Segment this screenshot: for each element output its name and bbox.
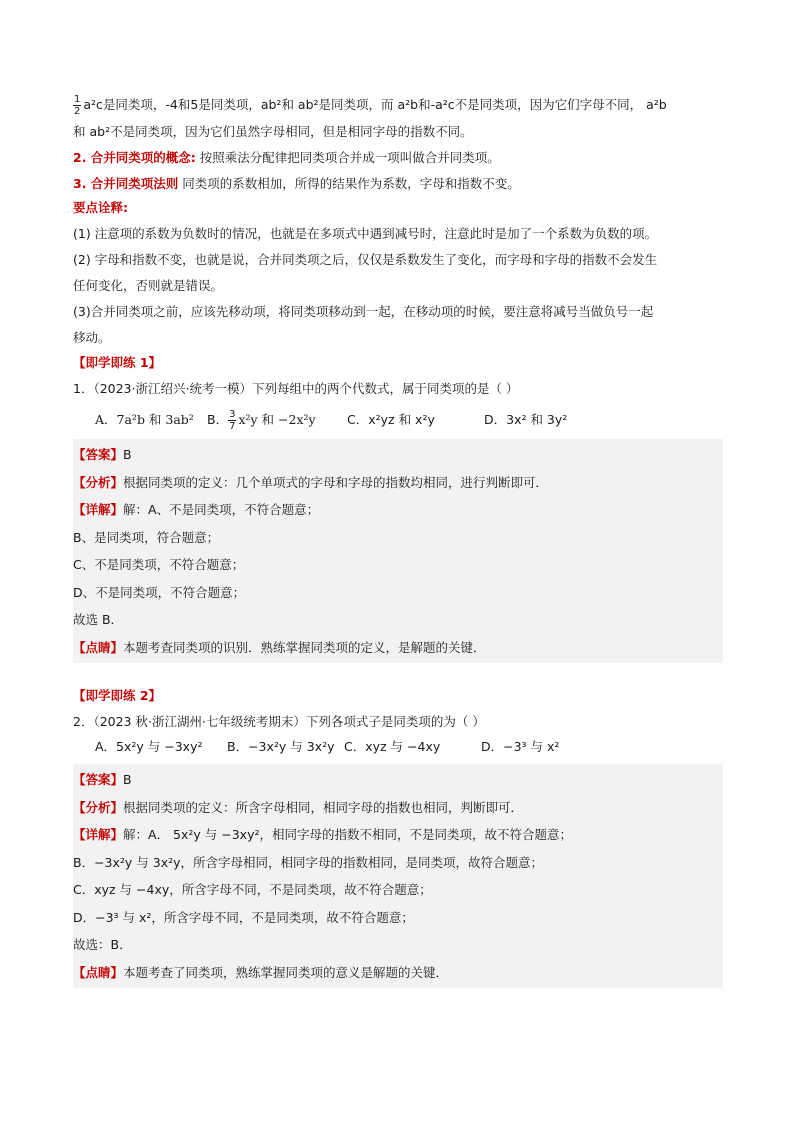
key-point-3b: 移动。 bbox=[73, 330, 111, 345]
fraction-three-sevenths: $\frac{3}{7}$ bbox=[229, 409, 236, 432]
option-a: A．7a²b 和 3ab² bbox=[95, 412, 194, 427]
like-terms-example-line-1: $\frac{1}{2}$ a²c是同类项，-4和5是同类项，ab²和 ab²是同类项，而 a²b和-a²c不是同类项，因为它们字母不同， a²b bbox=[74, 94, 667, 117]
answer-line: 【答案】B bbox=[73, 447, 132, 462]
detail-line: 【详解】解：A、不是同类项，不符合题意； bbox=[73, 502, 320, 517]
conclusion: 故选：B． bbox=[73, 937, 132, 952]
key-point-2a: (2) 字母和指数不变，也就是说，合并同类项之后，仅仅是系数发生了变化，而字母和字母的指数不会发生 bbox=[73, 252, 658, 267]
detail-d: D、不是同类项，不符合题意； bbox=[73, 584, 246, 600]
fraction-one-half: $\frac{1}{2}$ bbox=[74, 94, 81, 117]
exercise-1-options bbox=[73, 407, 723, 433]
analysis-line: 【分析】根据同类项的定义：几个单项式的字母和字母的指数均相同，进行判断即可． bbox=[73, 474, 549, 490]
option-c: C．xyz 与 −4xy bbox=[344, 739, 441, 754]
exercise-2-options bbox=[73, 734, 723, 760]
combine-rule-paragraph: 3. 合并同类项法则 同类项的系数相加，所得的结果作为系数，字母和指数不变。 bbox=[73, 176, 520, 191]
document-page bbox=[73, 92, 723, 988]
option-d: D．−3³ 与 x² bbox=[481, 739, 560, 754]
detail-b: B．−3x²y 与 3x²y，所含字母相同，相同字母的指数相同，是同类项，故符合题意； bbox=[73, 854, 544, 870]
option-b: B．−3x²y 与 3x²y bbox=[227, 739, 335, 754]
detail-b: B、是同类项，符合题意； bbox=[73, 529, 220, 545]
exercise-2-solution bbox=[73, 764, 723, 988]
detail-line: 【详解】解：A． 5x²y 与 −3xy²，相同字母的指数不相同，不是同类项，故不符合题意； bbox=[73, 827, 572, 842]
exercise-2-stem: 2．（2023 秋·浙江湖州·七年级统考期末）下列各项式子是同类项的为（ ） bbox=[73, 714, 485, 729]
detail-c: C．xyz 与 −4xy，所含字母不同，不是同类项，故不符合题意； bbox=[73, 882, 432, 897]
like-terms-example-line-2: 和 ab²不是同类项，因为它们虽然字母相同，但是相同字母的指数不同。 bbox=[73, 124, 473, 139]
key-point-2b: 任何变化，否则就是错误。 bbox=[73, 278, 224, 293]
combine-concept-paragraph: 2. 合并同类项的概念: 按照乘法分配律把同类项合并成一项叫做合并同类项。 bbox=[73, 150, 500, 165]
key-point-3a: (3)合并同类项之前，应该先移动项，将同类项移动到一起，在移动项的时候，要注意将减号当做负号一起 bbox=[73, 304, 654, 319]
answer-line: 【答案】B bbox=[73, 772, 132, 787]
exercise-1-tag: 【即学即练 1】 bbox=[73, 355, 162, 370]
comment-line: 【点睛】本题考查了同类项，熟练掌握同类项的意义是解题的关键． bbox=[73, 964, 449, 980]
analysis-line: 【分析】根据同类项的定义：所含字母相同，相同字母的指数也相同，判断即可． bbox=[73, 799, 524, 815]
option-c: C．x²yz 和 x²y bbox=[347, 412, 435, 427]
detail-d: D．−3³ 与 x²，所含字母不同，不是同类项，故不符合题意； bbox=[73, 909, 414, 925]
conclusion: 故选 B． bbox=[73, 612, 124, 627]
option-a: A．5x²y 与 −3xy² bbox=[95, 739, 203, 754]
key-point-1: (1) 注意项的系数为负数时的情况，也就是在多项式中遇到减号时，注意此时是加了一个系数为负数的项。 bbox=[73, 226, 658, 241]
option-b: B． $\frac{3}{7}$ x²y 和 −2x²y bbox=[207, 409, 316, 432]
detail-c: C、不是同类项，不符合题意； bbox=[73, 557, 245, 572]
exercise-1-solution bbox=[73, 439, 723, 663]
key-points-title: 要点诠释: bbox=[73, 200, 128, 215]
comment-line: 【点睛】本题考查同类项的识别．熟练掌握同类项的定义，是解题的关键． bbox=[73, 639, 486, 655]
exercise-2-tag: 【即学即练 2】 bbox=[73, 688, 162, 703]
option-d: D．3x² 和 3y² bbox=[484, 412, 568, 427]
exercise-1-stem: 1．（2023·浙江绍兴·统考一模）下列每组中的两个代数式，属于同类项的是（ ） bbox=[73, 381, 519, 396]
